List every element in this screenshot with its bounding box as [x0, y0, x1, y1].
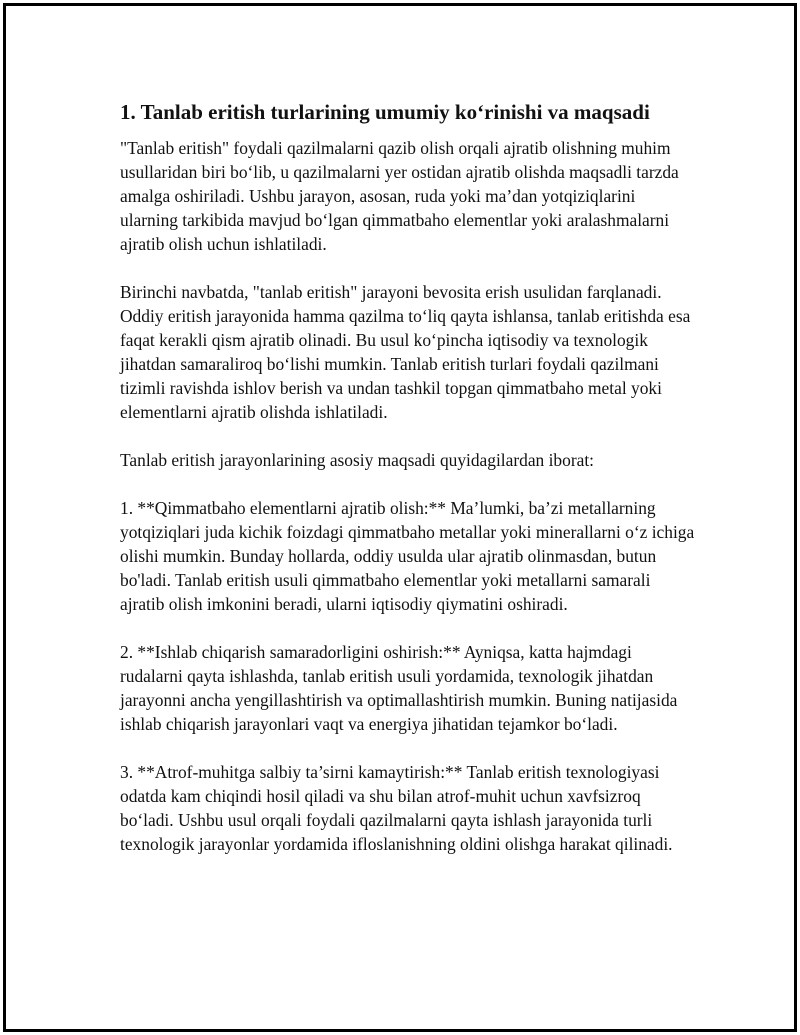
paragraph-intro: "Tanlab eritish" foydali qazilmalarni qazib olish orqali ajratib olishning muhim usullaridan biri bo‘lib, u qazilmalarni yer ostidan ajratib olishda maqsadli tarzda amalga oshiriladi. Ushbu jarayon, asosan, ruda yoki ma’dan yotqiziqlarini ularning tarkibida mavjud bo‘lgan qimmatbaho elementlar yoki aralashmalarni ajratib olish uchun ishlatiladi.	[120, 138, 679, 254]
paragraph-difference: Birinchi navbatda, "tanlab eritish" jarayoni bevosita erish usulidan farqlanadi. Oddiy eritish jarayonida hamma qazilma to‘liq qayta ishlansa, tanlab eritishda esa faqat kerakli qism ajratib olinadi. Bu usul ko‘pincha iqtisodiy va texnologik jihatdan samaraliroq bo‘lishi mumkin. Tanlab eritish turlari foydali qazilmani tizimli ravishda ishlov berish va undan tashkil topgan qimmatbaho metal yoki elementlarni ajratib olishda ishlatiladi.	[120, 282, 691, 422]
list-item-goal-3: 3. **Atrof-muhitga salbiy ta’sirni kamaytirish:** Tanlab eritish texnologiyasi odatda kam chiqindi hosil qiladi va shu bilan atrof-muhit uchun xavfsizroq bo‘ladi. Ushbu usul orqali foydali qazilmalarni qayta ishlash jarayonida turli texnologik jarayonlar yordamida ifloslanishning oldini olishga harakat qilinadi.	[120, 762, 673, 854]
paragraph-goals-intro: Tanlab eritish jarayonlarining asosiy maqsadi quyidagilardan iborat:	[120, 450, 594, 470]
document-title: 1. Tanlab eritish turlarining umumiy ko‘rinishi va maqsadi	[120, 100, 650, 124]
document-body	[120, 97, 695, 856]
list-item-goal-1: 1. **Qimmatbaho elementlarni ajratib olish:** Ma’lumki, ba’zi metallarning yotqiziqlari juda kichik foizdagi qimmatbaho metallar yoki minerallarni o‘z ichiga olishi mumkin. Bunday hollarda, oddiy usulda ular ajratib olinmasdan, butun bo'ladi. Tanlab eritish usuli qimmatbaho elementlar yoki metallarni samarali ajratib olish imkonini beradi, ularni iqtisodiy qiymatini oshiradi.	[120, 498, 695, 614]
list-item-goal-2: 2. **Ishlab chiqarish samaradorligini oshirish:** Ayniqsa, katta hajmdagi rudalarni qayta ishlashda, tanlab eritish usuli yordamida, texnologik jihatdan jarayonni ancha yengillashtirish va optimallashtirish mumkin. Buning natijasida ishlab chiqarish jarayonlari vaqt va energiya jihatidan tejamkor bo‘ladi.	[120, 642, 678, 734]
page-frame	[3, 3, 797, 1032]
